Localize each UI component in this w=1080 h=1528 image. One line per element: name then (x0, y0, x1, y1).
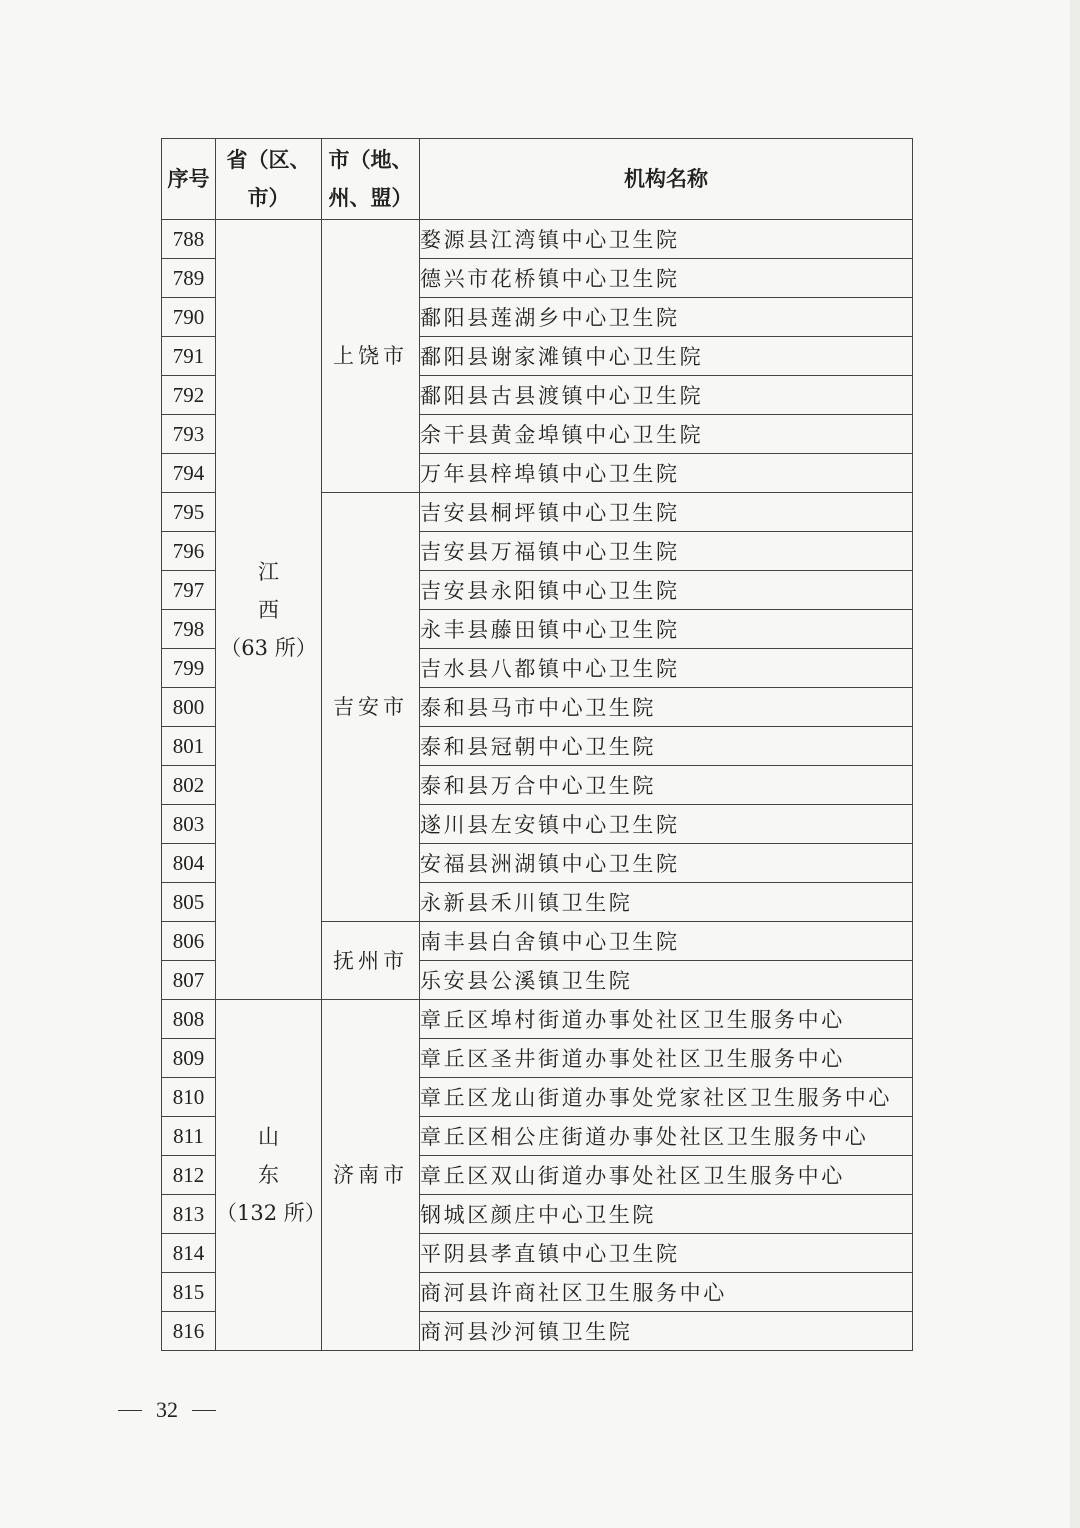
city-cell-fuzhou (322, 922, 420, 1000)
row-number: 790 (162, 298, 216, 337)
institution-name: 余干县黄金埠镇中心卫生院 (420, 415, 913, 454)
institution-name: 鄱阳县古县渡镇中心卫生院 (420, 376, 913, 415)
row-number: 792 (162, 376, 216, 415)
table-row (162, 220, 913, 259)
institution-name: 鄱阳县莲湖乡中心卫生院 (420, 298, 913, 337)
row-number: 814 (162, 1234, 216, 1273)
footer-dash-right (192, 1410, 216, 1411)
province-name: 江西 (258, 559, 303, 622)
institution-name: 吉水县八都镇中心卫生院 (420, 649, 913, 688)
institution-name: 德兴市花桥镇中心卫生院 (420, 259, 913, 298)
institution-name: 永丰县藤田镇中心卫生院 (420, 610, 913, 649)
row-number: 809 (162, 1039, 216, 1078)
institution-name: 泰和县万合中心卫生院 (420, 766, 913, 805)
institution-name: 章丘区双山街道办事处社区卫生服务中心 (420, 1156, 913, 1195)
institution-name: 章丘区相公庄街道办事处社区卫生服务中心 (420, 1117, 913, 1156)
page-number: 32 (156, 1397, 178, 1422)
province-count: （132 所） (216, 1201, 326, 1225)
header-row (162, 139, 913, 220)
row-number: 795 (162, 493, 216, 532)
institution-name: 章丘区圣井街道办事处社区卫生服务中心 (420, 1039, 913, 1078)
row-number: 806 (162, 922, 216, 961)
row-number: 816 (162, 1312, 216, 1351)
row-number: 805 (162, 883, 216, 922)
province-cell-shandong (216, 1000, 326, 1351)
row-number: 812 (162, 1156, 216, 1195)
header-province-line1: 省（区、 (226, 147, 311, 172)
institution-name: 章丘区埠村街道办事处社区卫生服务中心 (420, 1000, 913, 1039)
city-cell-shangrao (322, 220, 420, 493)
row-number: 807 (162, 961, 216, 1000)
city-name: 抚州市 (333, 948, 408, 973)
institution-name: 泰和县冠朝中心卫生院 (420, 727, 913, 766)
institution-name: 吉安县万福镇中心卫生院 (420, 532, 913, 571)
institution-name: 商河县许商社区卫生服务中心 (420, 1273, 913, 1312)
header-city-line2: 州、盟） (328, 185, 413, 210)
row-number: 810 (162, 1078, 216, 1117)
row-number: 789 (162, 259, 216, 298)
institution-name: 吉安县永阳镇中心卫生院 (420, 571, 913, 610)
row-number: 815 (162, 1273, 216, 1312)
page-footer (118, 1397, 216, 1423)
institution-name: 南丰县白舍镇中心卫生院 (420, 922, 913, 961)
institution-name: 鄱阳县谢家滩镇中心卫生院 (420, 337, 913, 376)
header-city (322, 139, 420, 220)
institution-name: 万年县梓埠镇中心卫生院 (420, 454, 913, 493)
page-edge-shadow (1070, 0, 1080, 1528)
row-number: 793 (162, 415, 216, 454)
row-number: 798 (162, 610, 216, 649)
row-number: 788 (162, 220, 216, 259)
city-name: 济南市 (333, 1163, 408, 1187)
header-province-line2: 市） (247, 185, 290, 210)
institution-name: 泰和县马市中心卫生院 (420, 688, 913, 727)
institution-name: 遂川县左安镇中心卫生院 (420, 805, 913, 844)
institution-name: 永新县禾川镇卫生院 (420, 883, 913, 922)
header-seq: 序号 (162, 139, 216, 220)
row-number: 804 (162, 844, 216, 883)
institution-name: 婺源县江湾镇中心卫生院 (420, 220, 913, 259)
institution-name: 吉安县桐坪镇中心卫生院 (420, 493, 913, 532)
row-number: 797 (162, 571, 216, 610)
city-name: 吉安市 (333, 695, 408, 719)
table-row (162, 1000, 913, 1039)
footer-dash-left (118, 1410, 142, 1411)
row-number: 791 (162, 337, 216, 376)
row-number: 796 (162, 532, 216, 571)
city-name: 上饶市 (333, 344, 408, 368)
row-number: 813 (162, 1195, 216, 1234)
row-number: 799 (162, 649, 216, 688)
institution-name: 安福县洲湖镇中心卫生院 (420, 844, 913, 883)
province-name: 山东 (258, 1125, 303, 1187)
institution-name: 章丘区龙山街道办事处党家社区卫生服务中心 (420, 1078, 913, 1117)
institution-name: 乐安县公溪镇卫生院 (420, 961, 913, 1000)
row-number: 801 (162, 727, 216, 766)
row-number: 802 (162, 766, 216, 805)
row-number: 811 (162, 1117, 216, 1156)
row-number: 808 (162, 1000, 216, 1039)
institution-table (161, 138, 913, 1351)
institution-name: 钢城区颜庄中心卫生院 (420, 1195, 913, 1234)
province-cell-jiangxi (216, 220, 322, 1000)
city-cell-jinan (322, 1000, 420, 1351)
header-city-line1: 市（地、 (328, 147, 413, 172)
institution-name: 商河县沙河镇卫生院 (420, 1312, 913, 1351)
header-institution-name: 机构名称 (420, 139, 913, 220)
row-number: 803 (162, 805, 216, 844)
province-count: （63 所） (220, 635, 317, 660)
city-cell-jian (322, 493, 420, 922)
row-number: 800 (162, 688, 216, 727)
institution-name: 平阴县孝直镇中心卫生院 (420, 1234, 913, 1273)
header-province (216, 139, 322, 220)
row-number: 794 (162, 454, 216, 493)
